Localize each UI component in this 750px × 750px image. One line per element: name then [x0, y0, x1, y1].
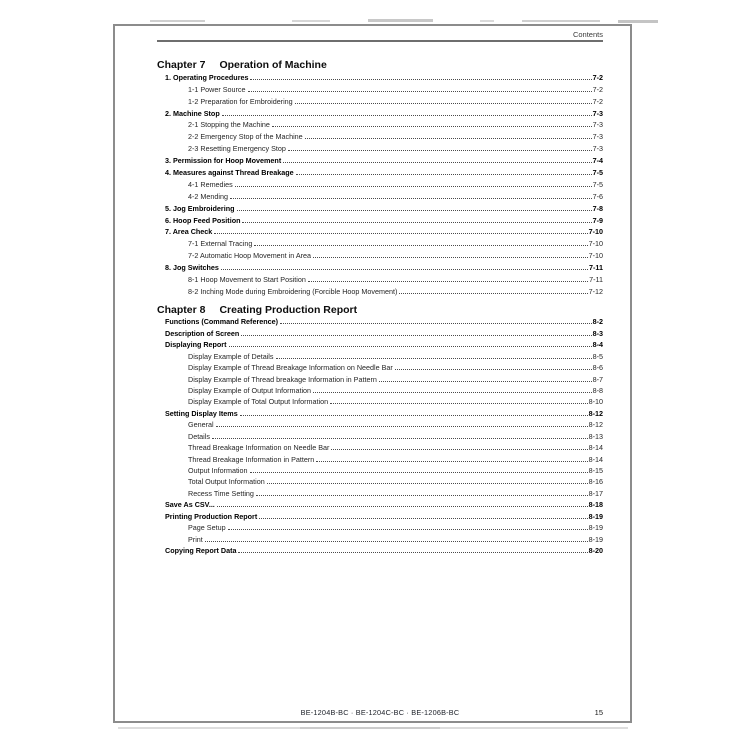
dot-leader — [212, 438, 588, 439]
toc-entry-page-number: 7-11 — [589, 263, 603, 273]
toc-entry — [157, 214, 603, 226]
toc-entry — [157, 545, 603, 556]
toc-entry-title: 4. Measures against Thread Breakage — [165, 168, 294, 178]
toc-entry — [157, 476, 603, 487]
dot-leader — [276, 358, 592, 359]
toc-entry-title: Thread Breakage Information in Pattern — [188, 454, 315, 464]
toc-entry-page-number: 7-2 — [592, 84, 603, 94]
toc-entry-title: 2. Machine Stop — [165, 108, 220, 118]
toc-entry — [157, 316, 603, 327]
document-page — [113, 24, 632, 723]
toc-entry-title: 8-1 Hoop Movement to Start Position — [188, 275, 306, 285]
toc-entry — [157, 130, 603, 142]
toc-entry-page-number: 8-12 — [588, 408, 603, 418]
toc-entry-page-number: 8-2 — [592, 317, 603, 327]
toc-entry-title: Display Example of Total Output Information — [188, 397, 329, 407]
dot-leader — [283, 162, 591, 163]
toc-entry-title: 2-3 Resetting Emergency Stop — [188, 144, 286, 154]
dot-leader — [330, 403, 588, 404]
toc-entry-page-number: 7-10 — [588, 251, 603, 261]
toc-entry-page-number: 7-11 — [589, 275, 603, 285]
dot-leader — [316, 461, 587, 462]
dot-leader — [217, 506, 588, 507]
chapter-number-label: Chapter 8 — [157, 303, 206, 316]
header-rule — [157, 40, 603, 42]
toc-entry-title: Display Example of Output Information — [188, 385, 312, 395]
toc-entry-title: 2-2 Emergency Stop of the Machine — [188, 132, 303, 142]
toc-entry — [157, 373, 603, 384]
toc-entry-page-number: 8-8 — [592, 385, 603, 395]
toc-entry-page-number: 7-9 — [592, 215, 603, 225]
toc-entry-page-number: 7-6 — [592, 191, 603, 201]
toc-entry-page-number: 8-18 — [588, 500, 603, 510]
dot-leader — [229, 346, 592, 347]
toc-entry-title: Setting Display Items — [165, 408, 238, 418]
dot-leader — [295, 103, 592, 104]
dot-leader — [395, 369, 592, 370]
dot-leader — [280, 323, 592, 324]
toc-entry — [157, 273, 603, 285]
toc-entry-page-number: 7-3 — [592, 120, 603, 130]
chapter-heading — [157, 59, 603, 71]
toc-entry — [157, 202, 603, 214]
toc-entry — [157, 453, 603, 464]
toc-entry-page-number: 7-3 — [592, 108, 603, 118]
toc-entry-title: Print — [188, 534, 203, 544]
scan-artifact — [150, 20, 205, 22]
toc-entry-page-number: 8-16 — [588, 477, 603, 487]
dot-leader — [308, 281, 588, 282]
dot-leader — [272, 126, 592, 127]
dot-leader — [250, 79, 591, 80]
scan-artifact — [292, 20, 330, 22]
toc-entry-title: 1. Operating Procedures — [165, 72, 249, 82]
scan-artifact — [368, 19, 433, 22]
toc-entry-title: Printing Production Report — [165, 511, 258, 521]
dot-leader — [254, 245, 587, 246]
scan-artifact — [522, 20, 600, 22]
page-footer — [157, 708, 603, 718]
toc-entry — [157, 327, 603, 338]
toc-entry-list — [157, 71, 603, 297]
toc-entry — [157, 142, 603, 154]
toc-entry — [157, 178, 603, 190]
toc-entry-page-number: 7-5 — [592, 168, 603, 178]
toc-entry-page-number: 8-13 — [588, 431, 603, 441]
dot-leader — [331, 449, 587, 450]
toc-entry-page-number: 7-10 — [588, 227, 603, 237]
toc-entry-page-number: 8-14 — [588, 443, 603, 453]
dot-leader — [216, 426, 588, 427]
toc-entry-title: 8. Jog Switches — [165, 263, 219, 273]
toc-entry-title: 1-1 Power Source — [188, 84, 246, 94]
toc-entry-page-number: 7-2 — [592, 72, 603, 82]
toc-entry-title: Thread Breakage Information on Needle Bar — [188, 443, 330, 453]
toc-entry-title: Copying Report Data — [165, 546, 237, 556]
toc-entry — [157, 166, 603, 178]
dot-leader — [288, 150, 592, 151]
toc-entry — [157, 95, 603, 107]
dot-leader — [235, 186, 592, 187]
scan-artifact — [300, 727, 440, 729]
toc-entry-page-number: 8-20 — [588, 546, 603, 556]
dot-leader — [241, 335, 591, 336]
dot-leader — [230, 198, 592, 199]
toc-entry-title: 6. Hoop Feed Position — [165, 215, 241, 225]
toc-entry-page-number: 8-6 — [592, 363, 603, 373]
dot-leader — [240, 415, 588, 416]
page-content — [157, 26, 603, 556]
chapter-title: Creating Production Report — [219, 303, 358, 316]
toc-entry — [157, 107, 603, 119]
toc-entry-page-number: 8-7 — [592, 374, 603, 384]
toc-entry-page-number: 7-3 — [592, 132, 603, 142]
dot-leader — [205, 541, 588, 542]
toc-entry-title: 4-1 Remedies — [188, 179, 233, 189]
dot-leader — [222, 115, 592, 116]
toc-entry — [157, 465, 603, 476]
dot-leader — [242, 222, 591, 223]
toc-entry-title: 1-2 Preparation for Embroidering — [188, 96, 293, 106]
toc-entry — [157, 190, 603, 202]
toc-entry — [157, 154, 603, 166]
toc-entry-page-number: 8-19 — [588, 534, 603, 544]
dot-leader — [296, 174, 592, 175]
toc-entry — [157, 499, 603, 510]
toc-entry-title: 4-2 Mending — [188, 191, 228, 201]
toc-entry-page-number: 7-10 — [588, 239, 603, 249]
toc-entry — [157, 261, 603, 273]
toc-entry-title: Details — [188, 431, 210, 441]
toc-entry-page-number: 8-19 — [588, 511, 603, 521]
toc-entry-page-number: 8-19 — [588, 523, 603, 533]
toc-entry-title: 3. Permission for Hoop Movement — [165, 156, 282, 166]
toc-entry — [157, 350, 603, 361]
dot-leader — [313, 392, 592, 393]
toc-entry-page-number: 8-14 — [588, 454, 603, 464]
toc-entry-title: 7-2 Automatic Hoop Movement in Area — [188, 251, 312, 261]
toc-entry — [157, 71, 603, 83]
toc-entry-title: 8-2 Inching Mode during Embroidering (Forcible Hoop Movement) — [188, 286, 398, 296]
dot-leader — [259, 518, 587, 519]
footer-page-number: 15 — [594, 708, 603, 717]
table-of-contents — [157, 59, 603, 556]
toc-entry-title: Page Setup — [188, 523, 226, 533]
toc-entry — [157, 237, 603, 249]
toc-entry-title: Recess Time Setting — [188, 488, 254, 498]
toc-entry-title: Description of Screen — [165, 328, 240, 338]
toc-entry — [157, 119, 603, 131]
toc-entry-list — [157, 316, 603, 556]
toc-entry-title: 7-1 External Tracing — [188, 239, 253, 249]
toc-entry — [157, 339, 603, 350]
toc-entry-page-number: 7-5 — [592, 179, 603, 189]
toc-entry-title: General — [188, 420, 214, 430]
chapter-number-label: Chapter 7 — [157, 59, 206, 71]
toc-entry-title: Display Example of Thread breakage Information in Pattern — [188, 374, 377, 384]
dot-leader — [256, 495, 588, 496]
toc-entry — [157, 419, 603, 430]
chapter-block — [157, 304, 603, 556]
toc-entry-title: Displaying Report — [165, 340, 227, 350]
footer-model-names: BE-1204B-BC · BE-1204C-BC · BE-1206B-BC — [300, 708, 460, 717]
toc-entry — [157, 487, 603, 498]
dot-leader — [267, 483, 588, 484]
dot-leader — [221, 269, 588, 270]
chapter-block — [157, 59, 603, 297]
dot-leader — [250, 472, 588, 473]
toc-entry-title: Total Output Information — [188, 477, 265, 487]
chapter-heading — [157, 304, 603, 316]
toc-entry — [157, 533, 603, 544]
toc-entry-page-number: 8-17 — [588, 488, 603, 498]
toc-entry-title: Save As CSV... — [165, 500, 215, 510]
toc-entry-page-number: 8-4 — [592, 340, 603, 350]
dot-leader — [313, 257, 588, 258]
toc-entry — [157, 430, 603, 441]
toc-entry — [157, 442, 603, 453]
toc-entry — [157, 285, 603, 297]
dot-leader — [379, 381, 592, 382]
toc-entry-page-number: 7-2 — [592, 96, 603, 106]
chapter-title: Operation of Machine — [219, 59, 327, 71]
scan-artifact — [618, 20, 658, 23]
scan-artifact — [480, 20, 494, 22]
dot-leader — [214, 233, 587, 234]
toc-entry — [157, 407, 603, 418]
toc-entry — [157, 396, 603, 407]
toc-entry — [157, 522, 603, 533]
header-contents-label: Contents — [572, 30, 603, 39]
dot-leader — [238, 552, 587, 553]
toc-entry-page-number: 8-12 — [588, 420, 603, 430]
toc-entry-title: 5. Jog Embroidering — [165, 203, 235, 213]
toc-entry-page-number: 8-10 — [588, 397, 603, 407]
toc-entry-title: Output Information — [188, 466, 248, 476]
toc-entry-page-number: 7-12 — [588, 286, 603, 296]
toc-entry — [157, 249, 603, 261]
toc-entry-page-number: 8-3 — [592, 328, 603, 338]
toc-entry-page-number: 8-5 — [592, 351, 603, 361]
dot-leader — [237, 210, 592, 211]
toc-entry — [157, 226, 603, 238]
toc-entry-title: 7. Area Check — [165, 227, 213, 237]
toc-entry — [157, 510, 603, 521]
toc-entry-page-number: 8-15 — [588, 466, 603, 476]
toc-entry — [157, 385, 603, 396]
toc-entry — [157, 83, 603, 95]
toc-entry-title: 2-1 Stopping the Machine — [188, 120, 270, 130]
toc-entry-title: Display Example of Details — [188, 351, 274, 361]
toc-entry-page-number: 7-3 — [592, 144, 603, 154]
toc-entry-page-number: 7-4 — [592, 156, 603, 166]
dot-leader — [248, 91, 592, 92]
dot-leader — [305, 138, 592, 139]
toc-entry-page-number: 7-8 — [592, 203, 603, 213]
dot-leader — [399, 293, 587, 294]
dot-leader — [228, 529, 588, 530]
toc-entry — [157, 362, 603, 373]
toc-entry-title: Functions (Command Reference) — [165, 317, 279, 327]
toc-entry-title: Display Example of Thread Breakage Information on Needle Bar — [188, 363, 393, 373]
